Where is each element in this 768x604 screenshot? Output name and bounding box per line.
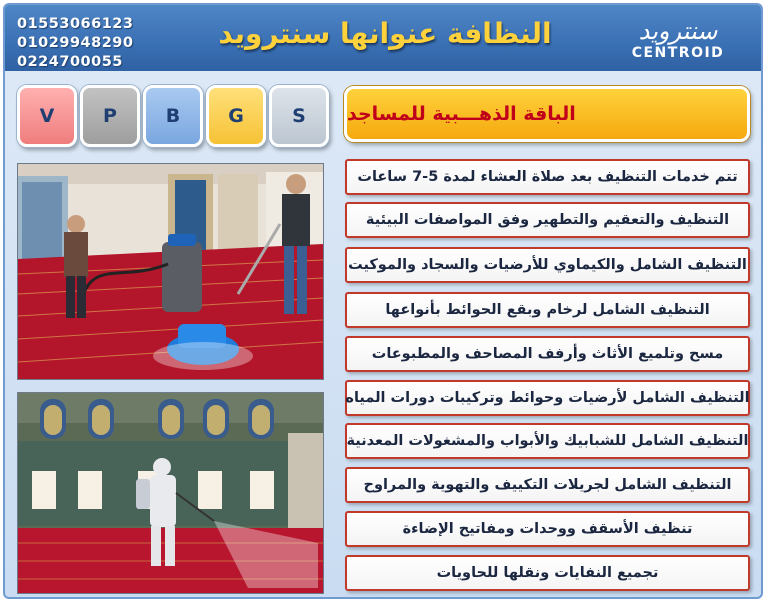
package-button-p[interactable]: P [80, 85, 140, 147]
package-button-s[interactable]: S [269, 85, 329, 147]
service-item: التنظيف الشامل لرخام وبقع الحوائط بأنواعها [345, 292, 750, 328]
service-item: التنظيف الشامل لجريلات التكييف والتهوية والمراوح [345, 467, 750, 503]
package-button-g[interactable]: G [206, 85, 266, 147]
package-button-v[interactable]: V [17, 85, 77, 147]
service-item: تجميع النفايات ونقلها للحاويات [345, 555, 750, 591]
headline: النظافة عنوانها سنترويد [218, 17, 552, 50]
header-banner [5, 5, 761, 71]
phone-numbers [17, 15, 133, 72]
phone-number: 01553066123 [17, 16, 134, 32]
phone-number: 0224700055 [17, 54, 123, 70]
service-item: التنظيف الشامل والكيماوي للأرضيات والسجاد والموكيت [345, 247, 750, 283]
service-item: تنظيف الأسقف ووحدات ومفاتيح الإضاءة [345, 511, 750, 547]
service-item: تتم خدمات التنظيف بعد صلاة العشاء لمدة 5-7 ساعات [345, 159, 750, 195]
service-item: التنظيف الشامل لأرضيات وحوائط وتركيبات دورات المياه [345, 380, 750, 416]
logo-english-text: CENTROID [631, 45, 725, 61]
logo-arabic-text: سنترويد [638, 17, 718, 45]
service-item: التنظيف والتعقيم والتطهير وفق المواصفات البيئية [345, 202, 750, 238]
service-item: التنظيف الشامل للشبابيك والأبواب والمشغولات المعدنية [345, 423, 750, 459]
phone-number: 01029948290 [17, 35, 134, 51]
mosque-carpet-cleaning-photo [17, 163, 324, 380]
package-button-b[interactable]: B [143, 85, 203, 147]
mosque-disinfection-photo [17, 392, 324, 594]
package-title: الباقة الذهـــبية للمساجد [344, 86, 750, 142]
centroid-logo [623, 17, 733, 69]
service-item: مسح وتلميع الأثاث وأرفف المصاحف والمطبوعات [345, 336, 750, 372]
